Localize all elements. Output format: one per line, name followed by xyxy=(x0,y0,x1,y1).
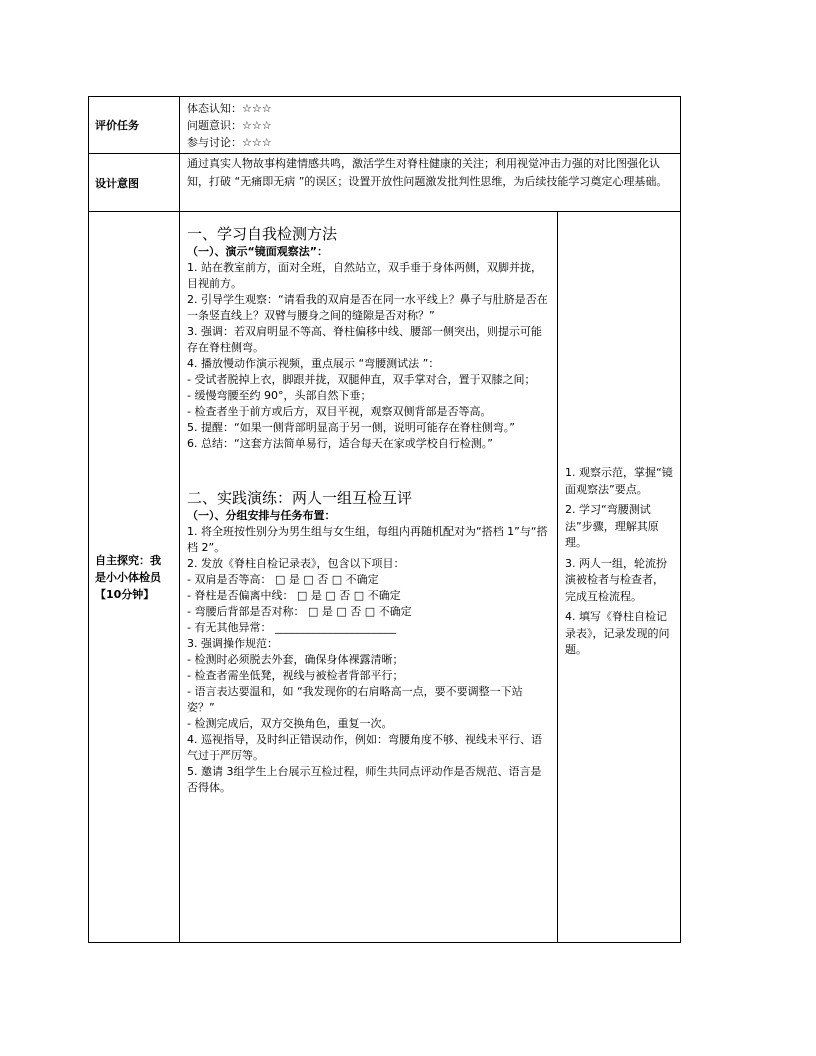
student-activity-item: 3. 两人一组，轮流扮演被检者与检查者，完成互检流程。 xyxy=(565,556,667,603)
lesson-plan-table xyxy=(88,96,681,943)
section1-line: - 检查者坐于前方或后方，双目平视，观察双侧背部是否等高。 xyxy=(187,405,492,418)
evaluation-item: 参与讨论：☆☆☆ xyxy=(187,136,272,149)
explore-content xyxy=(180,212,558,943)
section2-line: 5. 邀请 3组学生上台展示互检过程，师生共同点评动作是否规范、语言是否得体。 xyxy=(187,765,542,794)
evaluation-content xyxy=(180,97,681,154)
section2-line: 2. 发放《脊柱自检记录表》，包含以下项目： xyxy=(187,557,405,570)
section1-line: 4. 播放慢动作演示视频，重点展示 “弯腰测试法 ”： xyxy=(187,357,440,370)
design-content xyxy=(180,154,681,212)
section1-subtitle: （一）、演示“镜面观察法”： xyxy=(187,245,328,258)
evaluation-row xyxy=(89,97,681,154)
design-label: 设计意图 xyxy=(89,154,180,212)
explore-row xyxy=(89,212,681,943)
section2-line: - 脊柱是否偏离中线： □ 是 □ 否 □ 不确定 xyxy=(187,589,401,602)
section2-subtitle: （一）、分组安排与任务布置： xyxy=(187,509,336,522)
section1-line: 1. 站在教室前方，面对全班，自然站立，双手垂于身体两侧，双脚并拢，目视前方。 xyxy=(187,261,542,290)
evaluation-item: 体态认知：☆☆☆ xyxy=(187,102,272,115)
design-row xyxy=(89,154,681,212)
section2-line: - 检查者需坐低凳，视线与被检者背部平行； xyxy=(187,669,404,682)
section1-line: 6. 总结：“这套方法简单易行，适合每天在家或学校自行检测。” xyxy=(187,437,493,450)
section2-line: 1. 将全班按性别分为男生组与女生组，每组内再随机配对为“搭档 1”与“搭档 2”。 xyxy=(187,525,548,554)
student-activity-item: 1. 观察示范，掌握“镜面观察法”要点。 xyxy=(565,466,673,496)
section2-title: 二、实践演练：两人一组互检互评 xyxy=(187,489,413,507)
explore-label-text: 自主探究：我是小小体检员【10分钟】 xyxy=(95,553,161,601)
section1-line: 2. 引导学生观察：“请看我的双肩是否在同一水平线上？鼻子与肚脐是否在一条竖直线上？双臂与腰身之间的缝隙是否对称？” xyxy=(187,293,548,322)
evaluation-item: 问题意识：☆☆☆ xyxy=(187,119,272,132)
design-text: 通过真实人物故事构建情感共鸣，激活学生对脊柱健康的关注；利用视觉冲击力强的对比图强化认知，打破 “无痛即无病 ”的误区；设置开放性问题激发批判性思维，为后续技能学习奠定心理基础。 xyxy=(187,157,668,188)
student-activity-item: 4. 填写《脊柱自检记录表》，记录发现的问题。 xyxy=(565,610,670,656)
section1-line: 3. 强调：若双肩明显不等高、脊柱偏移中线、腰部一侧突出，则提示可能存在脊柱侧弯。 xyxy=(187,325,542,354)
section2-line: - 弯腰后背部是否对称： □ 是 □ 否 □ 不确定 xyxy=(187,605,412,618)
section2-line: - 双肩是否等高： □ 是 □ 否 □ 不确定 xyxy=(187,573,379,586)
section1-title: 一、学习自我检测方法 xyxy=(187,225,338,243)
section1-line: - 缓慢弯腰至约 90°，头部自然下垂； xyxy=(187,389,372,402)
explore-label xyxy=(89,212,180,943)
section2-line: 4. 巡视指导，及时纠正错误动作，例如：弯腰角度不够、视线未平行、语气过于严厉等。 xyxy=(187,733,542,762)
section2-line: - 有无其他异常： ______________________ xyxy=(187,621,396,634)
section2-line: - 语言表达要温和，如 “我发现你的右肩略高一点，要不要调整一下站姿？” xyxy=(187,685,523,714)
evaluation-label: 评价任务 xyxy=(89,97,180,154)
student-activities xyxy=(558,212,681,943)
section2-line: 3. 强调操作规范： xyxy=(187,637,278,650)
section1-line: 5. 提醒：“如果一侧背部明显高于另一侧，说明可能存在脊柱侧弯。” xyxy=(187,421,515,434)
section1-line: - 受试者脱掉上衣，脚跟并拢，双腿伸直，双手掌对合，置于双膝之间； xyxy=(187,373,536,386)
section2-line: - 检测完成后，双方交换角色，重复一次。 xyxy=(187,717,393,730)
student-activity-item: 2. 学习“弯腰测试法”步骤，理解其原理。 xyxy=(565,503,659,549)
section2-line: - 检测时必须脱去外套，确保身体裸露清晰； xyxy=(187,653,404,666)
